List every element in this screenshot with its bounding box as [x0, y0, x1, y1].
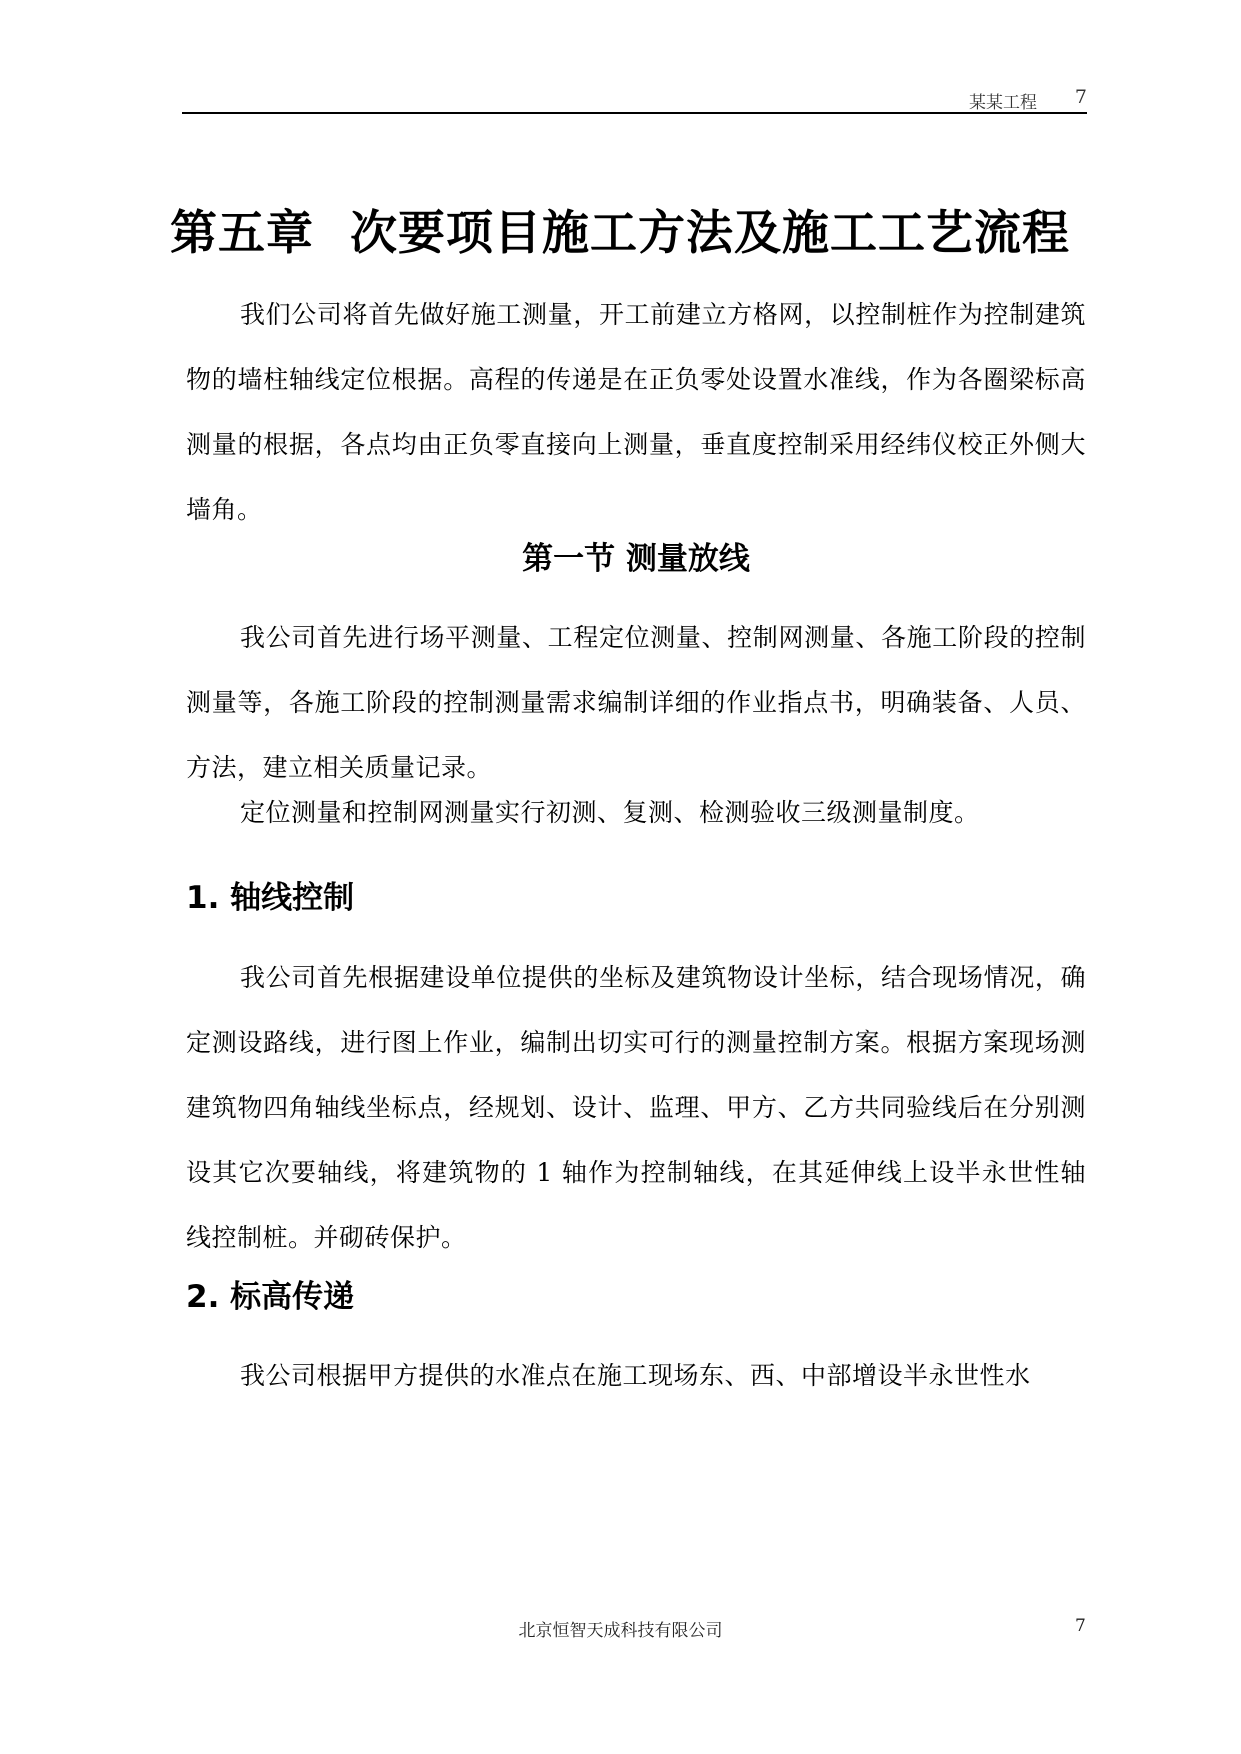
- chapter-title: [170, 196, 1090, 263]
- footer-page-number: 7: [1075, 1616, 1086, 1636]
- header-page-number: 7: [1074, 86, 1087, 108]
- page-header: [182, 86, 1087, 114]
- subsection-heading-axis: 1. 轴线控制: [186, 880, 355, 916]
- footer-company: 北京恒智天成科技有限公司: [518, 1621, 723, 1641]
- chapter-name: 次要项目施工方法及施工工艺流程: [350, 206, 1070, 261]
- subsection-paragraph-elevation: 我公司根据甲方提供的水准点在施工现场东、西、中部增设半永世性水: [240, 1361, 1031, 1390]
- section-title: 第一节 测量放线: [522, 541, 750, 577]
- subsection-heading-elevation: 2. 标高传递: [186, 1279, 355, 1315]
- intro-paragraph: 我们公司将首先做好施工测量，开工前建立方格网，以控制桩作为控制建筑物的墙柱轴线定位根据。高程的传递是在正负零处设置水准线，作为各圈梁标高测量的根据，各点均由正负零直接向上测量，垂直度控制采用经纬仪校正外侧大墙角。: [186, 300, 1086, 524]
- header-title: 某某工程: [969, 93, 1037, 113]
- section-paragraph-1: 我公司首先进行场平测量、工程定位测量、控制网测量、各施工阶段的控制测量等，各施工阶段的控制测量需求编制详细的作业指点书，明确装备、人员、方法，建立相关质量记录。: [186, 623, 1086, 782]
- chapter-number: 第五章: [170, 206, 314, 261]
- section-paragraph-2: 定位测量和控制网测量实行初测、复测、检测验收三级测量制度。: [240, 798, 980, 827]
- subsection-paragraph-axis: 我公司首先根据建设单位提供的坐标及建筑物设计坐标，结合现场情况，确定测设路线，进行图上作业，编制出切实可行的测量控制方案。根据方案现场测建筑物四角轴线坐标点，经规划、设计、监理、甲方、乙方共同验线后在分别测设其它次要轴线，将建筑物的 1 轴作为控制轴线，在其延伸线上设半永世性轴线控制桩。并砌砖保护。: [186, 963, 1086, 1252]
